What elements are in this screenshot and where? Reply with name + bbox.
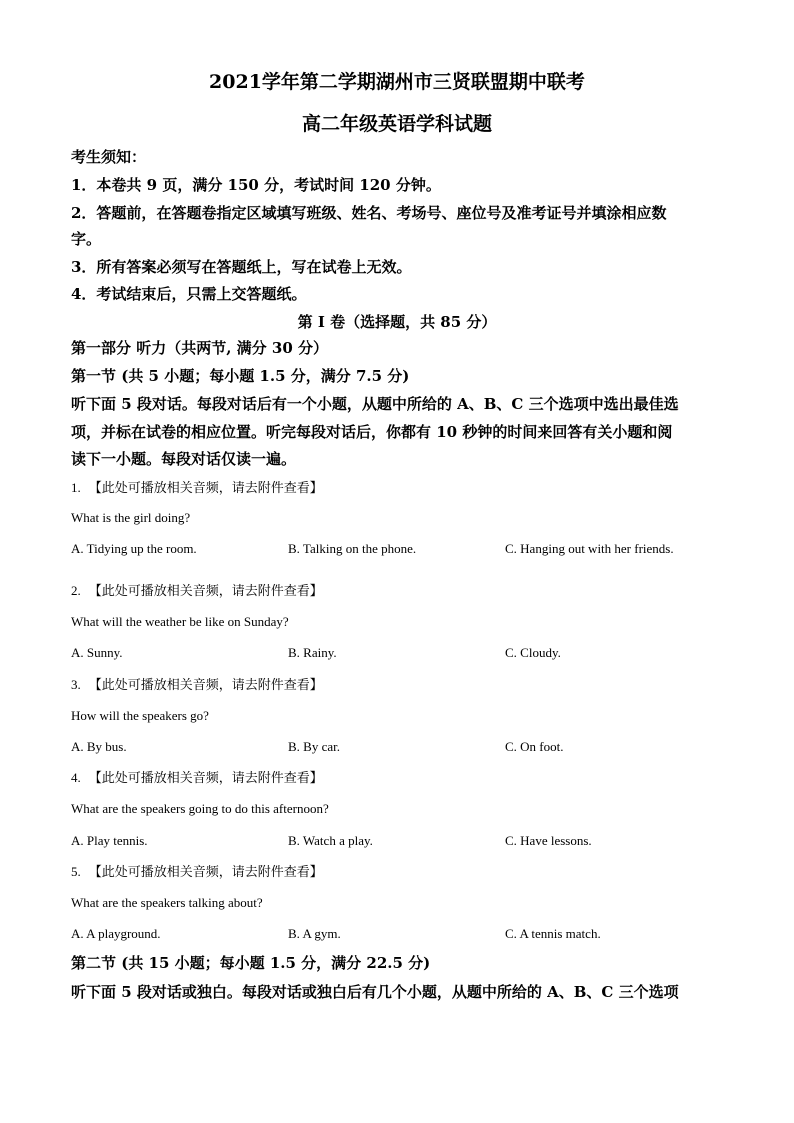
option-a: A. Tidying up the room.: [71, 541, 197, 556]
question-options: [71, 831, 751, 851]
option-b: B. Rainy.: [288, 645, 337, 660]
option-a: A. By bus.: [71, 739, 127, 754]
question-options: [71, 643, 751, 663]
question-number: 4.: [71, 770, 81, 785]
option-a: A. Sunny.: [71, 645, 123, 660]
section1-instructions: 项，并标在试卷的相应位置。听完每段对话后，你都有 10 秒钟的时间来回答有关小题和阅: [71, 423, 673, 441]
exam-subtitle: 高二年级英语学科试题: [301, 113, 492, 135]
question-text: What will the weather be like on Sunday?: [71, 614, 289, 629]
option-b: B. A gym.: [288, 926, 341, 941]
volume-title: 第 I 卷（选择题，共 85 分）: [297, 313, 497, 331]
option-c: C. Cloudy.: [505, 645, 561, 660]
option-b: B. By car.: [288, 739, 340, 754]
question-text: What are the speakers talking about?: [71, 895, 263, 910]
audio-note: 【此处可播放相关音频，请去附件查看】: [88, 583, 323, 598]
question-audio-note: [71, 862, 323, 882]
option-c: C. Hanging out with her friends.: [505, 541, 674, 556]
section1-title: 第一节 (共 5 小题；每小题 1.5 分，满分 7.5 分): [71, 367, 410, 385]
option-b: B. Watch a play.: [288, 833, 373, 848]
notice-item: 2．答题前，在答题卷指定区域填写班级、姓名、考场号、座位号及准考证号并填涂相应数: [71, 204, 667, 222]
question-audio-note: [71, 581, 323, 601]
question-options: [71, 924, 751, 944]
section1-instructions: 听下面 5 段对话。每段对话后有一个小题，从题中所给的 A、B、C 三个选项中选出最佳选: [71, 395, 679, 413]
notice-item: 字。: [71, 230, 102, 248]
question-number: 2.: [71, 583, 81, 598]
section1-instructions: 读下一小题。每段对话仅读一遍。: [71, 450, 297, 468]
notice-heading: 考生须知：: [71, 148, 147, 166]
audio-note: 【此处可播放相关音频，请去附件查看】: [88, 677, 323, 692]
part1-title: 第一部分 听力（共两节, 满分 30 分）: [71, 339, 328, 357]
section2-title: 第二节 (共 15 小题；每小题 1.5 分，满分 22.5 分): [71, 954, 431, 972]
option-c: C. On foot.: [505, 739, 564, 754]
question-text: What are the speakers going to do this afternoon?: [71, 801, 329, 816]
question-number: 1.: [71, 480, 81, 495]
question-text: What is the girl doing?: [71, 510, 191, 525]
question-options: [71, 737, 751, 757]
option-c: C. Have lessons.: [505, 833, 592, 848]
question-text: How will the speakers go?: [71, 708, 209, 723]
question-options: [71, 539, 751, 559]
audio-note: 【此处可播放相关音频，请去附件查看】: [88, 770, 323, 785]
audio-note: 【此处可播放相关音频，请去附件查看】: [88, 480, 323, 495]
option-b: B. Talking on the phone.: [288, 541, 417, 556]
question-audio-note: [71, 478, 323, 498]
notice-item: 1．本卷共 9 页，满分 150 分，考试时间 120 分钟。: [71, 176, 441, 194]
notice-item: 3．所有答案必须写在答题纸上，写在试卷上无效。: [71, 258, 412, 276]
section2-instructions: 听下面 5 段对话或独白。每段对话或独白后有几个小题，从题中所给的 A、B、C 三个选项: [71, 983, 679, 1001]
option-a: A. A playground.: [71, 926, 161, 941]
option-a: A. Play tennis.: [71, 833, 148, 848]
audio-note: 【此处可播放相关音频，请去附件查看】: [88, 864, 323, 879]
question-number: 3.: [71, 677, 81, 692]
exam-title: 2021学年第二学期湖州市三贤联盟期中联考: [209, 71, 585, 93]
option-c: C. A tennis match.: [505, 926, 601, 941]
question-number: 5.: [71, 864, 81, 879]
notice-item: 4．考试结束后，只需上交答题纸。: [71, 285, 307, 303]
question-audio-note: [71, 675, 323, 695]
question-audio-note: [71, 768, 323, 788]
